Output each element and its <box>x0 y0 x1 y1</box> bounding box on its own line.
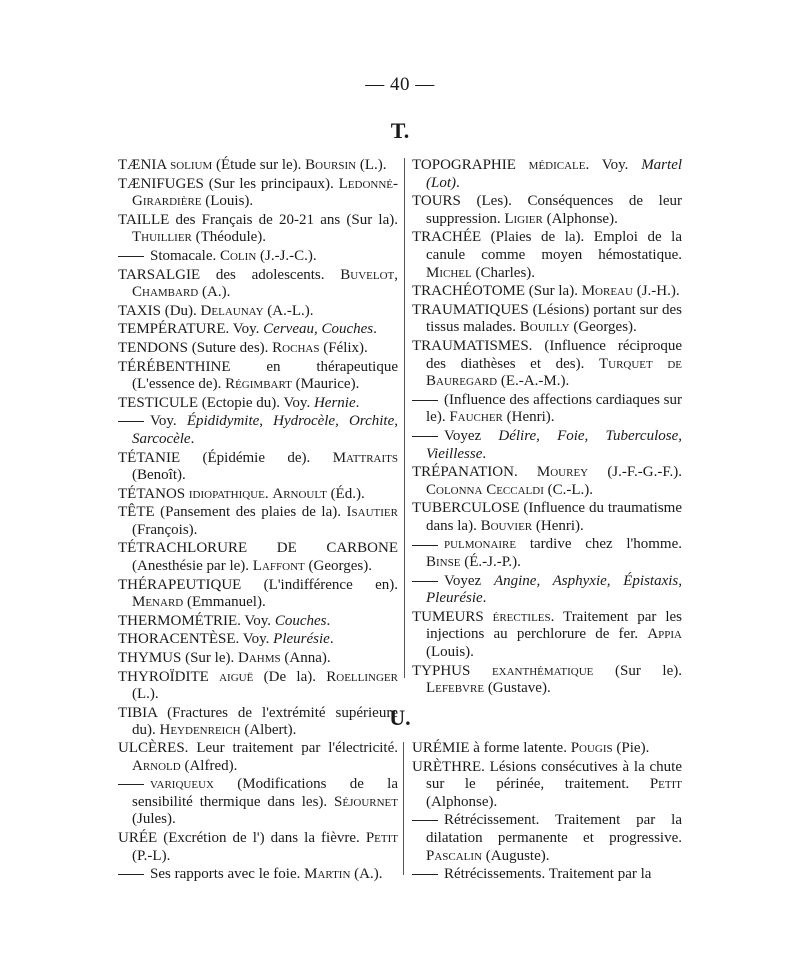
index-entry <box>118 613 398 631</box>
index-entry <box>118 321 398 339</box>
author-name: Séjournet <box>334 793 398 810</box>
entry-text: Stomacale. <box>150 247 220 264</box>
author-name: Delaunay <box>200 302 264 319</box>
entry-text: (Éd.). <box>326 485 365 502</box>
entry-text: (Anna). <box>280 650 331 667</box>
index-entry <box>118 740 398 775</box>
entry-text: TESTICULE (Ectopie du). Voy. <box>118 394 314 411</box>
cross-reference: Angine, Asphyxie, Épistaxis, Pleurésie <box>426 572 683 607</box>
entry-text: . <box>456 174 460 191</box>
entry-text: Rétrécissement. Traitement par la dilatation permanente et progressive. <box>426 812 682 846</box>
entry-text: (Albert). <box>240 722 297 739</box>
author-name: Isautier <box>346 504 398 521</box>
index-entry <box>118 540 398 575</box>
index-entry <box>412 609 682 662</box>
entry-text: (J.-F.-G.-F.). <box>588 464 682 481</box>
index-entry <box>412 573 682 608</box>
entry-text: (J.-H.). <box>632 283 680 300</box>
author-name: Colin <box>219 247 257 264</box>
entry-text: (Benoît). <box>132 467 186 484</box>
column-right-t <box>412 157 683 697</box>
entry-text: TIBIA (Fractures de l'extrémité supérieure du). <box>118 704 398 739</box>
entry-text: . <box>329 631 334 648</box>
author-name: Heydenreich <box>159 722 241 739</box>
index-entry <box>412 392 682 427</box>
index-entry <box>412 536 682 571</box>
index-entry <box>412 740 682 758</box>
author-name: Binse <box>426 554 461 571</box>
entry-text: (Louis). <box>201 193 254 210</box>
index-entry <box>412 338 682 391</box>
author-name: médicale <box>528 157 586 173</box>
index-entry <box>118 212 398 247</box>
entry-text: TRAUMATIQUES (Lésions) portant sur des tissus malades. <box>412 301 682 336</box>
index-entry <box>118 669 398 704</box>
section-letter-u: U. <box>389 705 411 730</box>
entry-text: Voy. <box>150 413 187 430</box>
entry-text: TUBERCULOSE (Influence du traumatisme dans la). <box>412 500 682 534</box>
entry-text: (Alfred). <box>180 757 238 774</box>
entry-text: TAXIS (Du). <box>118 302 201 319</box>
author-name: Rochas <box>272 339 320 356</box>
entry-text: (Henri). <box>502 409 555 426</box>
author-name: Ledonné-Girardière <box>132 175 398 210</box>
column-left-u <box>118 740 398 883</box>
index-entry <box>412 229 682 282</box>
index-entry <box>118 486 398 504</box>
entry-text: (Alphonse). <box>542 210 618 227</box>
author-name: Laffont <box>252 558 305 575</box>
index-entry <box>412 759 682 812</box>
author-name: Chambard <box>132 284 199 301</box>
entry-text: . <box>355 394 360 411</box>
author-name: solium <box>170 157 213 173</box>
page-number: — 40 — <box>365 74 435 95</box>
continuation-dash <box>412 581 438 582</box>
entry-text: Voyez <box>444 427 499 444</box>
author-name: Colonna Ceccaldi <box>426 481 544 498</box>
index-entry <box>412 812 682 865</box>
continuation-dash <box>118 784 144 785</box>
entry-text: TOPOGRAPHIE <box>412 157 529 173</box>
index-entry <box>118 267 398 302</box>
cross-reference: Cerveau, Couches <box>263 321 374 338</box>
entry-text: Voyez <box>444 572 494 589</box>
entry-text: (E.-A.-M.). <box>497 373 570 390</box>
index-entry <box>118 157 398 175</box>
index-entry <box>118 650 398 668</box>
author-name: érectiles <box>492 608 551 625</box>
author-name: pulmonaire <box>444 536 517 553</box>
entry-text: (L.). <box>132 686 159 703</box>
author-name: Moreau <box>581 283 633 300</box>
cross-reference: Martel (Lot) <box>426 157 683 191</box>
column-divider <box>403 742 404 875</box>
column-left-t <box>118 157 398 739</box>
entry-text: TYPHUS <box>412 662 492 679</box>
entry-text: (Charles). <box>471 264 536 281</box>
index-entry <box>118 866 398 884</box>
entry-text: . <box>482 445 487 462</box>
index-entry <box>412 283 682 301</box>
index-entry <box>118 830 398 865</box>
author-name: Boursin <box>305 157 357 173</box>
entry-text: TÆNIA <box>118 157 171 173</box>
entry-text: , <box>394 266 398 283</box>
entry-text: tardive chez l'homme. <box>516 536 682 553</box>
entry-text: (Étude sur le). <box>212 157 306 173</box>
cross-reference: Couches <box>274 612 327 629</box>
author-name: Arnoult <box>272 485 327 502</box>
continuation-dash <box>412 436 438 437</box>
entry-text: THORACENTÈSE. Voy. <box>118 631 274 648</box>
author-name: Petit <box>649 776 682 793</box>
entry-text: THYMUS (Sur le). <box>118 650 238 667</box>
index-entry <box>118 176 398 211</box>
continuation-dash <box>412 545 438 546</box>
author-name: Pascalin <box>426 847 483 864</box>
entry-text: (Influence des affections cardiaques sur le). <box>426 391 682 426</box>
entry-text: URÉMIE à forme latente. <box>412 740 571 756</box>
cross-reference: Délire, Foie, Tuberculose, Vieillesse <box>426 427 682 462</box>
index-entry <box>118 303 398 321</box>
entry-text: TÉTRACHLORURE DE CARBONE (Anesthésie par le). <box>118 540 398 575</box>
entry-text: TRACHÉOTOME (Sur la). <box>412 283 582 300</box>
entry-text: (Pie). <box>612 740 650 756</box>
index-entry <box>118 504 398 539</box>
author-name: exanthématique <box>491 662 594 679</box>
entry-text: (Georges). <box>569 319 637 336</box>
entry-text: (Théodule). <box>191 229 267 246</box>
entry-text: (Louis). <box>426 644 474 661</box>
entry-text: URÉE (Excrétion de l') dans la fièvre. <box>118 829 366 846</box>
entry-text: . <box>264 485 273 502</box>
author-name: Martin <box>304 866 351 883</box>
author-name: Bouilly <box>519 319 570 336</box>
entry-text: (Alphonse). <box>426 793 498 810</box>
index-entry <box>118 413 398 448</box>
entry-text: (Henri). <box>532 517 584 534</box>
index-entry <box>118 340 398 358</box>
index-entry <box>412 464 682 499</box>
entry-text: Ses rapports avec le foie. <box>150 866 305 883</box>
index-entry <box>412 302 682 337</box>
author-name: Mourey <box>536 464 589 481</box>
continuation-dash <box>412 400 438 401</box>
entry-text: TRACHÉE (Plaies de la). Emploi de la canule comme moyen hémostatique. <box>412 229 682 263</box>
entry-text: . Traitement par les injections au perchlorure de fer. <box>426 608 682 643</box>
column-divider <box>404 158 405 678</box>
entry-text: (Sur le). <box>593 662 682 679</box>
entry-text: TÉRÉBENTHINE en thérapeutique (L'essence de). <box>118 358 398 393</box>
author-name: Dahms <box>238 650 281 667</box>
index-entry <box>412 193 682 228</box>
entry-text: Rétrécissements. Traitement par la <box>444 866 652 883</box>
cross-reference: Hernie <box>313 394 356 411</box>
index-entry <box>412 866 682 884</box>
author-name: aiguë <box>219 668 254 685</box>
entry-text: . <box>326 612 331 629</box>
entry-text: TÊTE (Pansement des plaies de la). <box>118 504 347 521</box>
index-entry <box>412 428 682 463</box>
author-name: Appia <box>647 626 682 643</box>
author-name: Ligier <box>504 210 543 227</box>
entry-text: (Modifications de la sensibilité thermique dans les). <box>132 776 398 810</box>
entry-text: URÈTHRE. Lésions consécutives à la chute sur le périnée, traitement. <box>412 758 682 793</box>
entry-text: TOURS (Les). Conséquences de leur suppression. <box>412 193 682 227</box>
author-name: Roellinger <box>326 668 398 685</box>
index-entry <box>412 157 682 192</box>
entry-text: THYROÏDITE <box>118 668 220 685</box>
continuation-dash <box>118 256 144 257</box>
index-entry <box>118 248 398 266</box>
author-name: Menard <box>132 594 184 611</box>
entry-text: (P.-L). <box>132 847 171 864</box>
index-entry <box>118 631 398 649</box>
section-letter-t: T. <box>390 118 410 143</box>
author-name: Thuillier <box>132 229 192 246</box>
entry-text: TÉTANOS <box>118 485 189 502</box>
entry-text: (Georges). <box>304 558 372 575</box>
entry-text: THERMOMÉTRIE. Voy. <box>118 612 275 629</box>
author-name: Arnold <box>132 757 181 774</box>
continuation-dash <box>412 874 438 875</box>
index-entry <box>118 450 398 485</box>
index-entry <box>412 663 682 698</box>
author-name: Bouvier <box>480 517 533 534</box>
author-name: Michel <box>426 264 472 281</box>
entry-text: ULCÈRES. Leur traitement par l'électricité. <box>118 740 398 756</box>
entry-text: . Voy. <box>585 157 642 173</box>
entry-text: TRÉPANATION. <box>412 464 537 481</box>
index-entry <box>118 359 398 394</box>
entry-text: TAILLE des Français de 20-21 ans (Sur la). <box>118 211 398 228</box>
continuation-dash <box>412 820 438 821</box>
entry-text: (L.). <box>356 157 387 173</box>
entry-text: TENDONS (Suture des). <box>118 339 273 356</box>
entry-text: TÉTANIE (Épidémie de). <box>118 449 333 466</box>
entry-text: (Maurice). <box>291 376 360 393</box>
index-entry <box>412 500 682 535</box>
index-entry <box>118 776 398 829</box>
entry-text: (De la). <box>253 668 327 685</box>
author-name: Régimbart <box>225 376 292 393</box>
author-name: variqueux <box>150 776 214 793</box>
entry-text: TÆNIFUGES (Sur les principaux). <box>118 175 339 192</box>
author-name: Buvelot <box>340 266 395 283</box>
continuation-dash <box>118 874 144 875</box>
index-entry <box>118 577 398 612</box>
entry-text: (A.). <box>350 866 383 883</box>
entry-text: TRAUMATISMES. (Influence réciproque des diathèses et des). <box>412 337 682 372</box>
entry-text: (François). <box>132 521 198 538</box>
entry-text: (Jules). <box>132 811 176 828</box>
entry-text: . <box>373 321 377 338</box>
author-name: Mattraits <box>332 449 398 466</box>
index-entry <box>118 395 398 413</box>
author-name: Pougis <box>570 740 613 756</box>
column-right-u <box>412 740 682 883</box>
author-name: Lefebvre <box>426 680 485 697</box>
cross-reference: Pleurésie <box>273 631 330 648</box>
entry-text: TEMPÉRATURE. Voy. <box>118 321 264 338</box>
entry-text: (Emmanuel). <box>183 594 266 611</box>
entry-text: THÉRAPEUTIQUE (L'indifférence en). <box>118 576 398 593</box>
entry-text: (C.-L.). <box>543 481 594 498</box>
continuation-dash <box>118 421 144 422</box>
entry-text: (Auguste). <box>482 847 550 864</box>
entry-text: (É.-J.-P.). <box>460 554 521 571</box>
author-name: Turquet de Bauregard <box>426 355 683 390</box>
entry-text: (J.-J.-C.). <box>256 247 317 264</box>
entry-text: (A.-L.). <box>263 302 314 319</box>
cross-reference: Épididymite, Hydrocèle, Orchite, Sarcocèle <box>132 413 398 447</box>
entry-text: (A.). <box>198 284 231 301</box>
entry-text: TUMEURS <box>412 608 493 625</box>
entry-text: (Gustave). <box>484 680 551 697</box>
entry-text: . <box>190 430 195 447</box>
entry-text: . <box>482 590 487 607</box>
author-name: Faucher <box>449 409 503 426</box>
entry-text: TARSALGIE des adolescents. <box>118 266 341 283</box>
author-name: Petit <box>365 829 398 846</box>
entry-text: (Félix). <box>319 339 368 356</box>
author-name: idiopathique <box>188 485 265 502</box>
